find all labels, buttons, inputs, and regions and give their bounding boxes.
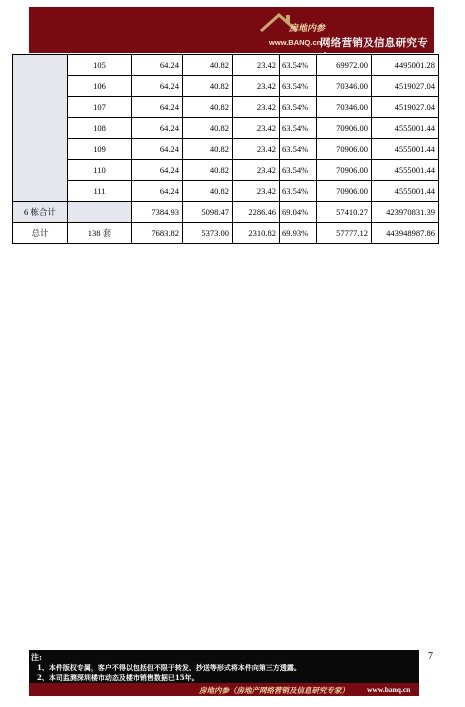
table-cell: 107 [68,97,132,118]
table-cell: 40.82 [183,139,233,160]
logo-text: 房地内参 [289,24,326,34]
table-cell: 4555001.44 [372,181,439,202]
table-cell: 4495001.28 [372,55,439,76]
subtotal-label: 6 栋合计 [13,202,68,223]
table-cell: 443948987.86 [372,223,439,244]
table-cell: 23.42 [233,160,280,181]
table-cell: 63.54% [280,118,317,139]
table-cell: 64.24 [132,139,183,160]
table-cell: 7683.82 [132,223,183,244]
table-cell: 64.24 [132,55,183,76]
table-row [13,160,439,181]
table-cell: 40.82 [183,97,233,118]
table-cell: 40.82 [183,118,233,139]
footer-url: www.banq.cn [367,685,411,694]
sales-table [12,54,439,244]
table-cell: 63.54% [280,76,317,97]
table-row [13,97,439,118]
table-cell: 57410.27 [317,202,372,223]
table-cell: 69.93% [280,223,317,244]
table-cell: 70906.00 [317,160,372,181]
table-cell: 40.82 [183,76,233,97]
table-cell: 106 [68,76,132,97]
footer-note: 1、本件版权专属，客户不得以包括但不限于转发、抄送等形式将本件向第三方透露。 [37,663,301,672]
table-cell: 138 套 [68,223,132,244]
table-cell: 4519027.04 [372,76,439,97]
table-cell: 111 [68,181,132,202]
table-cell: 69972.00 [317,55,372,76]
table-cell: 23.42 [233,118,280,139]
footer-notes [29,650,419,696]
table-cell: 64.24 [132,160,183,181]
table-cell: 64.24 [132,118,183,139]
table-cell: 2310.82 [233,223,280,244]
table-cell: 23.42 [233,55,280,76]
table-row [13,55,439,76]
table-cell: 70906.00 [317,118,372,139]
table-row [13,139,439,160]
table-cell: 70346.00 [317,97,372,118]
table-row [13,76,439,97]
table-cell: 2286.46 [233,202,280,223]
table-cell: 23.42 [233,76,280,97]
table-cell: 109 [68,139,132,160]
table-cell [68,202,132,223]
table-cell: 69.04% [280,202,317,223]
subtotal-row [13,202,439,223]
table-cell: 64.24 [132,181,183,202]
table-cell: 64.24 [132,76,183,97]
table-cell: 5373.00 [183,223,233,244]
table-cell: 70906.00 [317,139,372,160]
logo-url: www.BANQ.cn [269,38,322,47]
footer-label: 注: [31,652,42,662]
table-cell: 7384.93 [132,202,183,223]
table-cell: 40.82 [183,55,233,76]
table-cell: 23.42 [233,97,280,118]
total-row [13,223,439,244]
total-label: 总计 [13,223,68,244]
header-banner [29,7,434,64]
building-cell-merged [13,55,68,202]
table-cell: 23.42 [233,181,280,202]
page-number: 7 [428,651,433,662]
table-cell: 5098.47 [183,202,233,223]
table-cell: 40.82 [183,160,233,181]
table-cell: 63.54% [280,97,317,118]
table-cell: 63.54% [280,139,317,160]
table-cell: 64.24 [132,97,183,118]
table-row [13,118,439,139]
table-cell: 4519027.04 [372,97,439,118]
table-cell: 4555001.44 [372,160,439,181]
table-cell: 63.54% [280,55,317,76]
table-row [13,181,439,202]
table-cell: 23.42 [233,139,280,160]
table-cell: 70906.00 [317,181,372,202]
table-cell: 57777.12 [317,223,372,244]
header-slogan: 网络营销及信息研究专家 [320,37,428,64]
table-cell: 108 [68,118,132,139]
table-cell: 40.82 [183,181,233,202]
table-cell: 110 [68,160,132,181]
table-cell: 70346.00 [317,76,372,97]
footer-note: 2、本司监测深圳楼市动态及楼市销售数据已15年。 [37,673,199,682]
table-cell: 63.54% [280,160,317,181]
table-cell: 105 [68,55,132,76]
table-cell: 63.54% [280,181,317,202]
table-cell: 4555001.44 [372,118,439,139]
table-cell: 423970831.39 [372,202,439,223]
footer-brand: 房地内参（房地产网络营销及信息研究专家） [199,686,349,695]
table-cell: 4555001.44 [372,139,439,160]
